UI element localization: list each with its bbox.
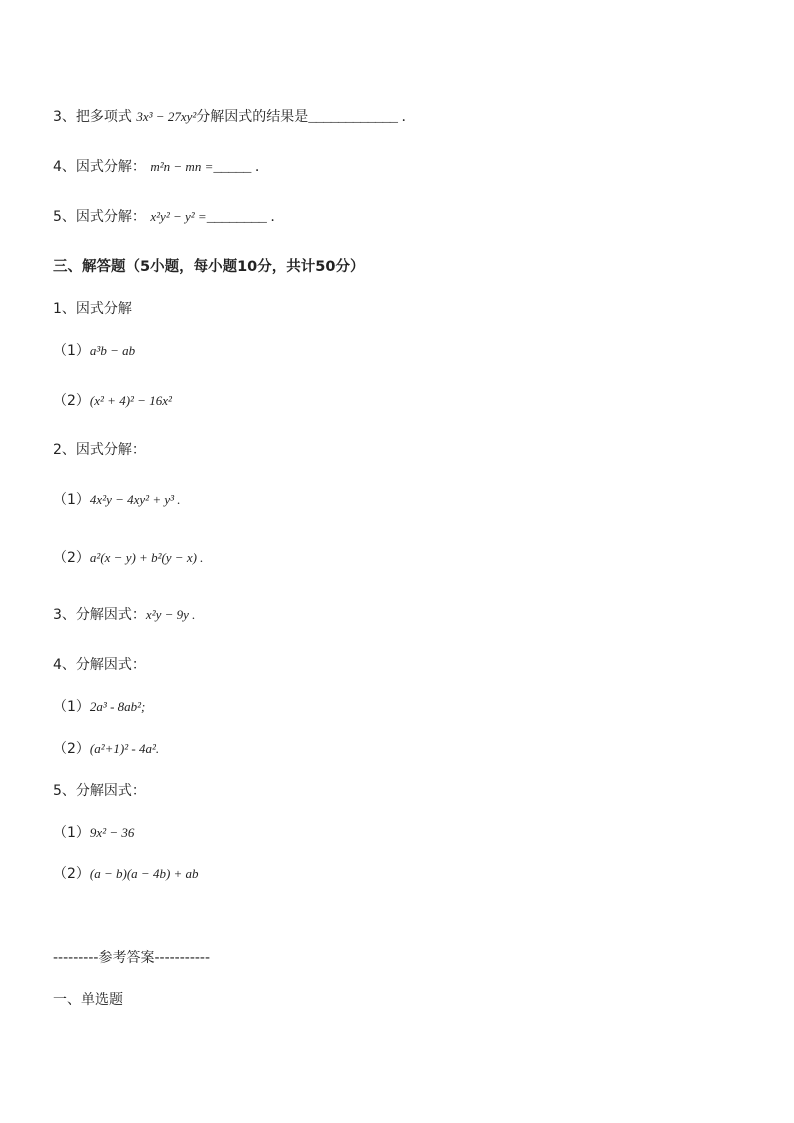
question-number: 4、 xyxy=(53,159,76,175)
question-2-part-2 xyxy=(53,548,203,568)
math-expression: (a − b)(a − 4b) + ab xyxy=(89,866,199,881)
answers-section-one-heading: 一、单选题 xyxy=(53,992,123,1008)
question-text-after: 分解因式的结果是 xyxy=(196,109,309,125)
question-5-label: 5、分解因式： xyxy=(53,783,146,799)
question-4-part-2 xyxy=(53,739,159,759)
fill-blank-question-4 xyxy=(53,157,259,178)
math-expression: x²y − 9y . xyxy=(145,607,196,622)
question-4-part-1 xyxy=(53,697,145,717)
math-expression: 9x² − 36 xyxy=(89,825,135,840)
math-expression: x²y² − y² = xyxy=(150,209,207,224)
answer-blank: ________ xyxy=(206,210,266,226)
math-expression: 4x²y − 4xy² + y³ . xyxy=(89,492,181,507)
fill-blank-question-3 xyxy=(53,107,406,128)
question-3 xyxy=(53,605,195,625)
math-expression: a²(x − y) + b²(y − x) . xyxy=(89,550,204,565)
question-text: 因式分解： xyxy=(75,209,146,225)
fill-blank-question-5 xyxy=(53,207,275,228)
question-2-label: 2、因式分解： xyxy=(53,442,146,458)
question-1-part-1 xyxy=(53,341,135,361)
question-2-part-1 xyxy=(53,490,181,510)
math-expression: a³b − ab xyxy=(89,343,136,358)
question-text: 把多项式 xyxy=(75,109,132,125)
answers-divider: ---------参考答案----------- xyxy=(53,950,211,966)
part-tag: （2） xyxy=(53,393,90,409)
question-4-label: 4、分解因式： xyxy=(53,657,146,673)
question-text: 因式分解： xyxy=(75,159,146,175)
question-1-label: 1、因式分解 xyxy=(53,301,132,317)
part-tag: （1） xyxy=(53,699,90,715)
part-tag: （1） xyxy=(53,343,90,359)
answer-blank: ____________ xyxy=(308,110,398,126)
part-tag: （2） xyxy=(53,550,90,566)
math-expression: 3x³ − 27xy² xyxy=(136,109,197,124)
part-tag: （2） xyxy=(53,866,90,882)
math-expression: (a²+1)² - 4a². xyxy=(89,741,160,756)
part-tag: （1） xyxy=(53,492,90,508)
answer-blank: _____ xyxy=(213,160,251,176)
math-expression: (x² + 4)² − 16x² xyxy=(89,393,172,408)
question-5-part-2 xyxy=(53,864,199,884)
period: . xyxy=(270,209,275,225)
period: . xyxy=(254,159,260,175)
section-heading: 三、解答题（5小题，每小题10分，共计50分） xyxy=(53,259,365,275)
part-tag: （2） xyxy=(53,741,90,757)
period: . xyxy=(401,109,406,125)
part-tag: （1） xyxy=(53,825,90,841)
math-expression: 2a³ - 8ab²; xyxy=(89,699,146,714)
math-expression: m²n − mn = xyxy=(150,159,214,174)
question-3-label: 3、分解因式： xyxy=(53,607,146,623)
question-5-part-1 xyxy=(53,823,134,843)
question-number: 3、 xyxy=(53,109,76,125)
question-number: 5、 xyxy=(53,209,76,225)
question-1-part-2 xyxy=(53,391,172,411)
